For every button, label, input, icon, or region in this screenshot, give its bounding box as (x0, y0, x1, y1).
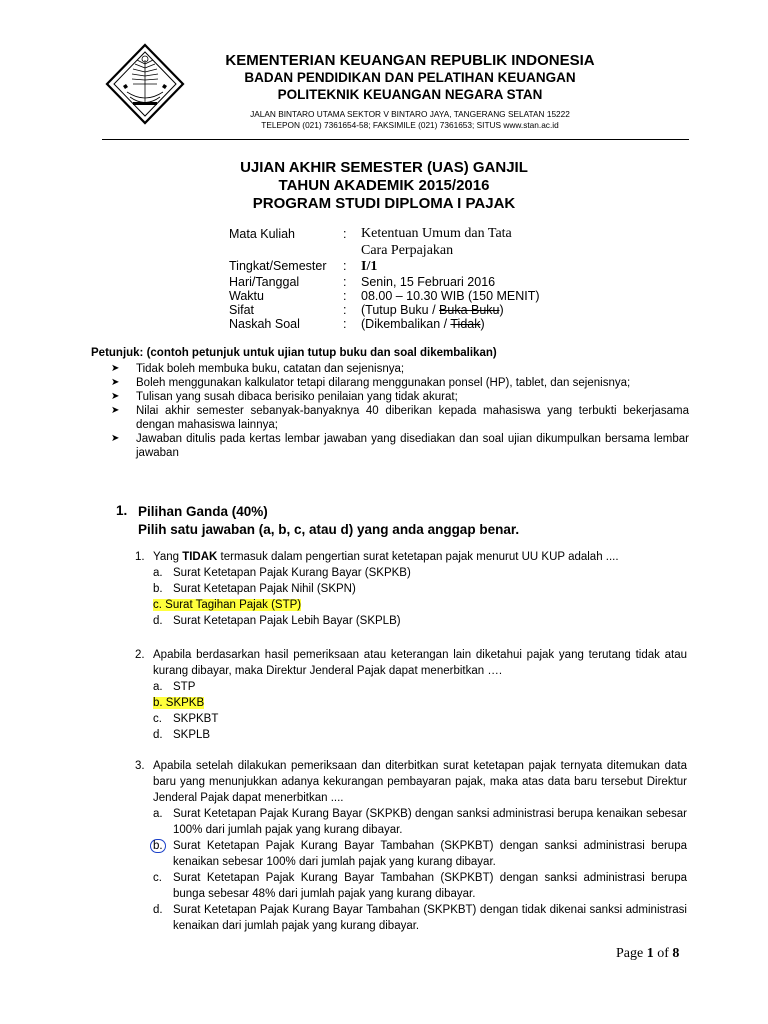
letterhead (190, 52, 630, 131)
option-list (153, 806, 687, 934)
page-number: 1 (646, 946, 654, 961)
exam-title-line-3: PROGRAM STUDI DIPLOMA I PAJAK (252, 195, 516, 212)
script-open: (Dikembalikan / (361, 317, 451, 331)
option-b-selected[interactable] (153, 695, 687, 711)
section-title (138, 503, 519, 539)
question-text: Apabila setelah dilakukan pemeriksaan dan diterbitkan surat ketetapan pajak ternyata ditemukan data baru yang menunjukkan adanya kekurangan pembayaran pajak, maka atas data baru tersebut Direktur Jenderal Pajak dapat menerbitkan .... (153, 760, 687, 804)
option-d[interactable] (153, 613, 687, 629)
instruction-item (111, 362, 689, 376)
option-letter: c. (153, 713, 162, 725)
instruction-text: Tulisan yang susah dibaca berisiko penilaian yang tidak akurat; (136, 391, 458, 403)
option-text: Surat Ketetapan Pajak Lebih Bayar (SKPLB) (173, 615, 401, 627)
arrow-bullet-icon: ➤ (111, 391, 120, 402)
level-label: Tingkat/Semester (229, 259, 327, 273)
answer-highlight (153, 599, 301, 611)
option-text: Surat Ketetapan Pajak Nihil (SKPN) (173, 583, 356, 595)
instruction-text: Jawaban ditulis pada kertas lembar jawaban yang disediakan dan soal ujian dikumpulkan bersama lembar jawaban (136, 433, 689, 459)
school-name: POLITEKNIK KEUANGAN NEGARA STAN (277, 87, 543, 102)
colon: : (343, 289, 347, 303)
question-1 (135, 549, 687, 629)
option-c[interactable] (153, 711, 687, 727)
option-text: Surat Ketetapan Pajak Kurang Bayar (SKPKB) (173, 567, 411, 579)
option-letter: a. (153, 567, 163, 579)
option-b-selected[interactable] (153, 838, 687, 870)
time-label: Waktu (229, 289, 264, 303)
course-value-line-1: Ketentuan Umum dan Tata (361, 226, 512, 241)
arrow-bullet-icon: ➤ (111, 433, 120, 444)
nature-struck: Buka Buku (439, 303, 500, 317)
question-text-pre: Yang (153, 551, 183, 563)
instructions-heading: Petunjuk: (contoh petunjuk untuk ujian tutup buku dan soal dikembalikan) (91, 347, 497, 359)
colon: : (343, 259, 347, 273)
answer-highlight (153, 697, 204, 709)
page-indicator (616, 946, 679, 962)
nature-close: ) (499, 303, 504, 317)
exam-title (0, 159, 768, 213)
question-2 (135, 647, 687, 743)
contact-line: TELEPON (021) 7361654-58; FAKSIMILE (021) 7361653; SITUS www.stan.ac.id (261, 120, 559, 130)
ministry-name: KEMENTERIAN KEUANGAN REPUBLIK INDONESIA (225, 52, 595, 69)
instruction-text: Nilai akhir semester sebanyak-banyaknya 40 diberikan kepada mahasiswa yang terbukti bekerjasama dengan mahasiswa lainnya; (136, 405, 689, 431)
instruction-text: Tidak boleh membuka buku, catatan dan sejenisnya; (136, 363, 405, 375)
colon: : (343, 303, 347, 317)
exam-title-line-2: TAHUN AKADEMIK 2015/2016 (278, 177, 490, 194)
arrow-bullet-icon: ➤ (111, 377, 120, 388)
option-text: SKPKB (165, 697, 205, 709)
option-list (153, 565, 687, 629)
instruction-item (111, 376, 689, 390)
option-letter: a. (153, 681, 163, 693)
of-word: of (653, 946, 673, 961)
agency-name: BADAN PENDIDIKAN DAN PELATIHAN KEUANGAN (244, 70, 576, 85)
arrow-bullet-icon: ➤ (111, 363, 120, 374)
option-text: Surat Ketetapan Pajak Kurang Bayar Tambahan (SKPKBT) dengan tidak dikenai sanksi administrasi kenaikan dari jumlah pajak yang kurang dibayar. (173, 904, 687, 932)
question-text: Apabila berdasarkan hasil pemeriksaan atau keterangan lain diketahui pajak yang terutang tidak atau kurang dibayar, maka Direktur Jenderal Pajak dapat menerbitkan …. (153, 649, 687, 677)
nature-open: (Tutup Buku / (361, 303, 440, 317)
option-c[interactable] (153, 870, 687, 902)
course-value (361, 225, 512, 259)
option-text: SKPKBT (173, 713, 219, 725)
nature-label: Sifat (229, 303, 255, 317)
option-letter: d. (153, 904, 163, 916)
course-value-line-2: Cara Perpajakan (361, 243, 454, 258)
instruction-item (111, 404, 689, 432)
ministry-logo (103, 42, 187, 126)
script-value (361, 317, 485, 331)
question-text-emphasis: TIDAK (182, 551, 218, 563)
option-letter: d. (153, 729, 163, 741)
section-number: 1. (116, 503, 128, 518)
question-3 (135, 758, 687, 934)
option-letter: c. (153, 599, 162, 611)
script-struck: Tidak (450, 317, 481, 331)
question-text-post: termasuk dalam pengertian surat ketetapan pajak menurut UU KUP adalah .... (217, 551, 619, 563)
exam-title-line-1: UJIAN AKHIR SEMESTER (UAS) GANJIL (240, 159, 528, 176)
option-a[interactable] (153, 565, 687, 581)
instruction-item (111, 390, 689, 404)
option-c-selected[interactable] (153, 597, 687, 613)
section-title-text: Pilihan Ganda (40%) (138, 504, 268, 519)
option-text: Surat Tagihan Pajak (STP) (165, 599, 302, 611)
question-number: 1. (135, 551, 145, 563)
option-letter: c. (153, 872, 162, 884)
option-letter: b. (150, 839, 166, 853)
option-letter: d. (153, 615, 163, 627)
option-text: Surat Ketetapan Pajak Kurang Bayar Tambahan (SKPKBT) dengan sanksi administrasi berupa kenaikan sebesar 100% dari jumlah pajak yang kurang dibayar. (173, 840, 687, 868)
question-text (153, 549, 687, 565)
script-label: Naskah Soal (229, 317, 300, 331)
option-text: Surat Ketetapan Pajak Kurang Bayar (SKPKB) dengan sanksi administrasi berupa kenaikan sebesar 100% dari jumlah pajak yang kurang dibayar. (173, 808, 687, 836)
option-a[interactable] (153, 806, 687, 838)
colon: : (343, 275, 347, 289)
option-letter: b. (153, 583, 163, 595)
time-value: 08.00 – 10.30 WIB (150 MENIT) (361, 289, 540, 303)
instruction-text: Boleh menggunakan kalkulator tetapi dilarang menggunakan ponsel (HP), tablet, dan sejenisnya; (136, 377, 631, 389)
colon: : (343, 227, 347, 241)
option-letter: a. (153, 808, 163, 820)
option-a[interactable] (153, 679, 687, 695)
instruction-item (111, 432, 689, 460)
arrow-bullet-icon: ➤ (111, 405, 120, 416)
course-label: Mata Kuliah (229, 227, 296, 241)
instructions-list (111, 362, 689, 460)
section-subtitle: Pilih satu jawaban (a, b, c, atau d) yang anda anggap benar. (138, 522, 520, 537)
level-value: I/1 (361, 259, 378, 274)
header-divider (102, 139, 689, 140)
date-value: Senin, 15 Februari 2016 (361, 275, 496, 289)
option-text: SKPLB (173, 729, 211, 741)
option-d[interactable] (153, 727, 687, 743)
address-line: JALAN BINTARO UTAMA SEKTOR V BINTARO JAYA, TANGERANG SELATAN 15222 (250, 109, 570, 119)
page-word: Page (616, 946, 647, 961)
option-text: Surat Ketetapan Pajak Kurang Bayar Tambahan (SKPKBT) dengan sanksi administrasi berupa bunga sebesar 48% dari jumlah pajak yang kurang dibayar. (173, 872, 687, 900)
script-close: ) (480, 317, 485, 331)
page-total: 8 (672, 946, 680, 961)
question-number: 2. (135, 649, 145, 661)
option-d[interactable] (153, 902, 687, 934)
option-text: STP (173, 681, 196, 693)
colon: : (343, 317, 347, 331)
answer-circle (153, 838, 166, 854)
option-b[interactable] (153, 581, 687, 597)
option-letter: b. (153, 697, 163, 709)
option-list (153, 679, 687, 743)
nature-value (361, 303, 504, 317)
date-label: Hari/Tanggal (229, 275, 300, 289)
question-number: 3. (135, 760, 145, 772)
